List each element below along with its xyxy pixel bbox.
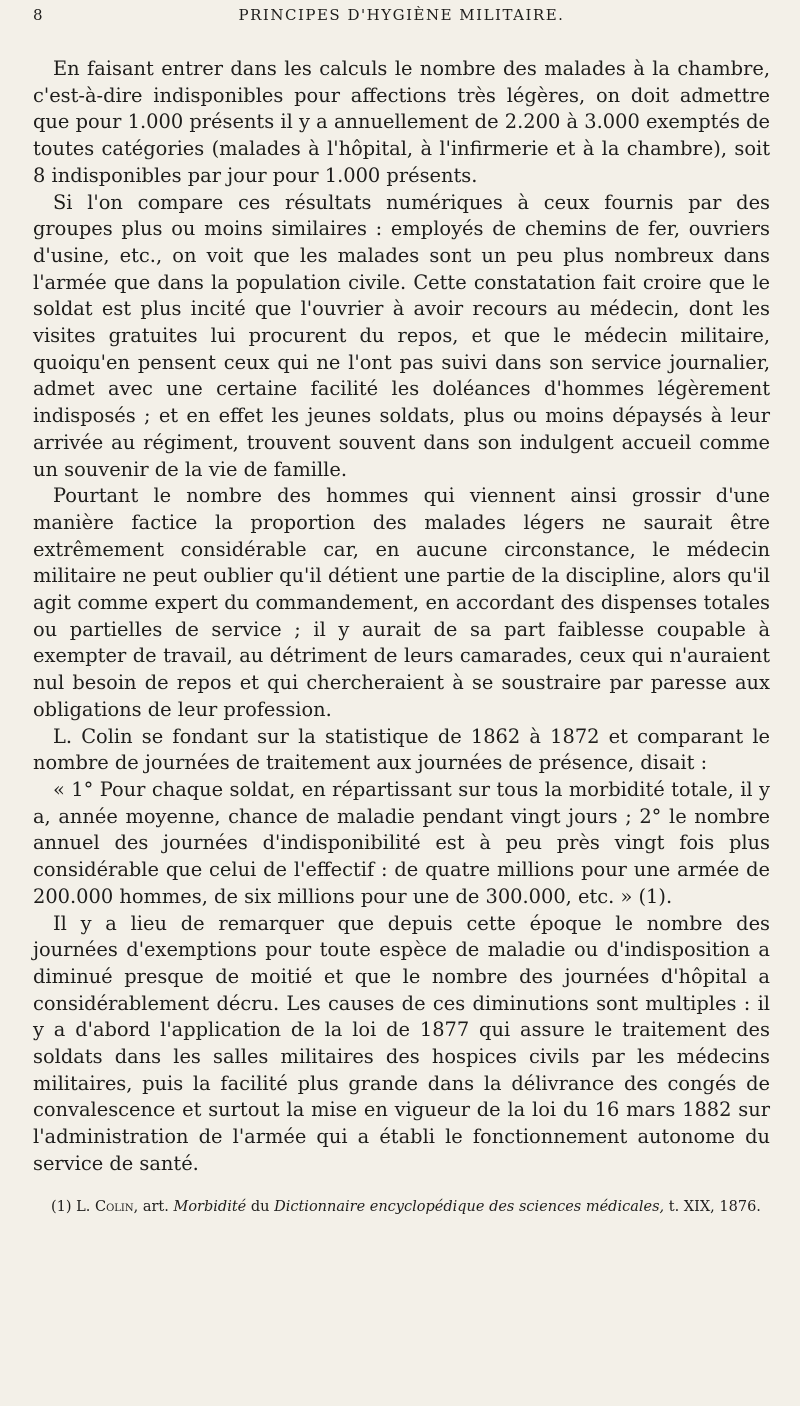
footnote-work-title: Dictionnaire encyclopédique des sciences médicales, bbox=[274, 1198, 665, 1215]
footnote-volume: t. XIX, 1876. bbox=[668, 1198, 761, 1215]
paragraph: L. Colin se fondant sur la statistique de 1862 à 1872 et comparant le nombre de journées de traitement aux journées de présence, disait : bbox=[33, 724, 770, 775]
footnote-connector: du bbox=[250, 1198, 270, 1215]
paragraph: Pourtant le nombre des hommes qui viennent ainsi grossir d'une manière factice la proportion des malades légers ne saurait être extrêmement considérable car, en aucune circonstance, le médecin militaire ne peut oublier qu'il détient une partie de la discipline, alors qu'il agit comme expert du commandement, en accordant des dispenses totales ou partielles de service ; il y aurait de sa part faiblesse coupable à exempter de travail, au détriment de leurs camarades, ceux qui n'auraient nul besoin de repos et qui chercheraient à se soustraire par paresse aux obligations de leur profession. bbox=[33, 484, 770, 721]
paragraph: Il y a lieu de remarquer que depuis cette époque le nombre des journées d'exemptions pour toute espèce de maladie ou d'indisposition a diminué presque de moitié et que le nombre des journées d'hôpital a considérablement décru. Les causes de ces diminutions sont multiples : il y a d'abord l'application de la loi de 1877 qui assure le traitement des soldats dans les salles militaires des hospices civils par les médecins militaires, puis la facilité plus grande dans la délivrance des congés de convalescence et surtout la mise en vigueur de la loi du 16 mars 1882 sur l'administration de l'armée qui a établi le fonctionnement autonome du service de santé. bbox=[33, 911, 770, 1175]
page-header bbox=[33, 6, 770, 36]
paragraph: « 1° Pour chaque soldat, en répartissant sur tous la morbidité totale, il y a, année moyenne, chance de maladie pendant vingt jours ; 2° le nombre annuel des journées d'indisponibilité est à peu près vingt fois plus considérable que celui de l'effectif : de quatre millions pour une armée de 200.000 hommes, de six millions pour une de 300.000, etc. » (1). bbox=[33, 777, 770, 908]
paragraph: Si l'on compare ces résultats numériques à ceux fournis par des groupes plus ou moins similaires : employés de chemins de fer, ouvriers d'usine, etc., on voit que les malades sont un peu plus nombreux dans l'armée que dans la population civile. Cette constatation fait croire que le soldat est plus incité que l'ouvrier à avoir recours au médecin, dont les visites gratuites lui procurent du repos, et que le médecin militaire, quoiqu'en pensent ceux qui ne l'ont pas suivi dans son service journalier, admet avec une certaine facilité les doléances d'hommes légèrement indisposés ; et en effet les jeunes soldats, plus ou moins dépaysés à leur arrivée au régiment, trouvent souvent dans son indulgent accueil comme un souvenir de la vie de famille. bbox=[33, 190, 770, 481]
body-text bbox=[33, 56, 770, 1178]
footnote-article-title: Morbidité bbox=[173, 1198, 247, 1215]
running-head: PRINCIPES D'HYGIÈNE MILITAIRE. bbox=[238, 6, 565, 24]
page-number: 8 bbox=[33, 6, 43, 24]
footnote bbox=[33, 1198, 770, 1217]
paragraph: En faisant entrer dans les calculs le nombre des malades à la chambre, c'est-à-dire indisponibles pour affections très légères, on doit admettre que pour 1.000 présents il y a annuellement de 2.200 à 3.000 exemptés de toutes catégories (malades à l'hôpital, à l'infirmerie et à la chambre), soit 8 indisponibles par jour pour 1.000 présents. bbox=[33, 57, 770, 187]
footnote-author: L. Colin, bbox=[76, 1198, 139, 1215]
footnote-prefix: art. bbox=[142, 1198, 169, 1215]
footnote-marker: (1) bbox=[51, 1198, 72, 1215]
